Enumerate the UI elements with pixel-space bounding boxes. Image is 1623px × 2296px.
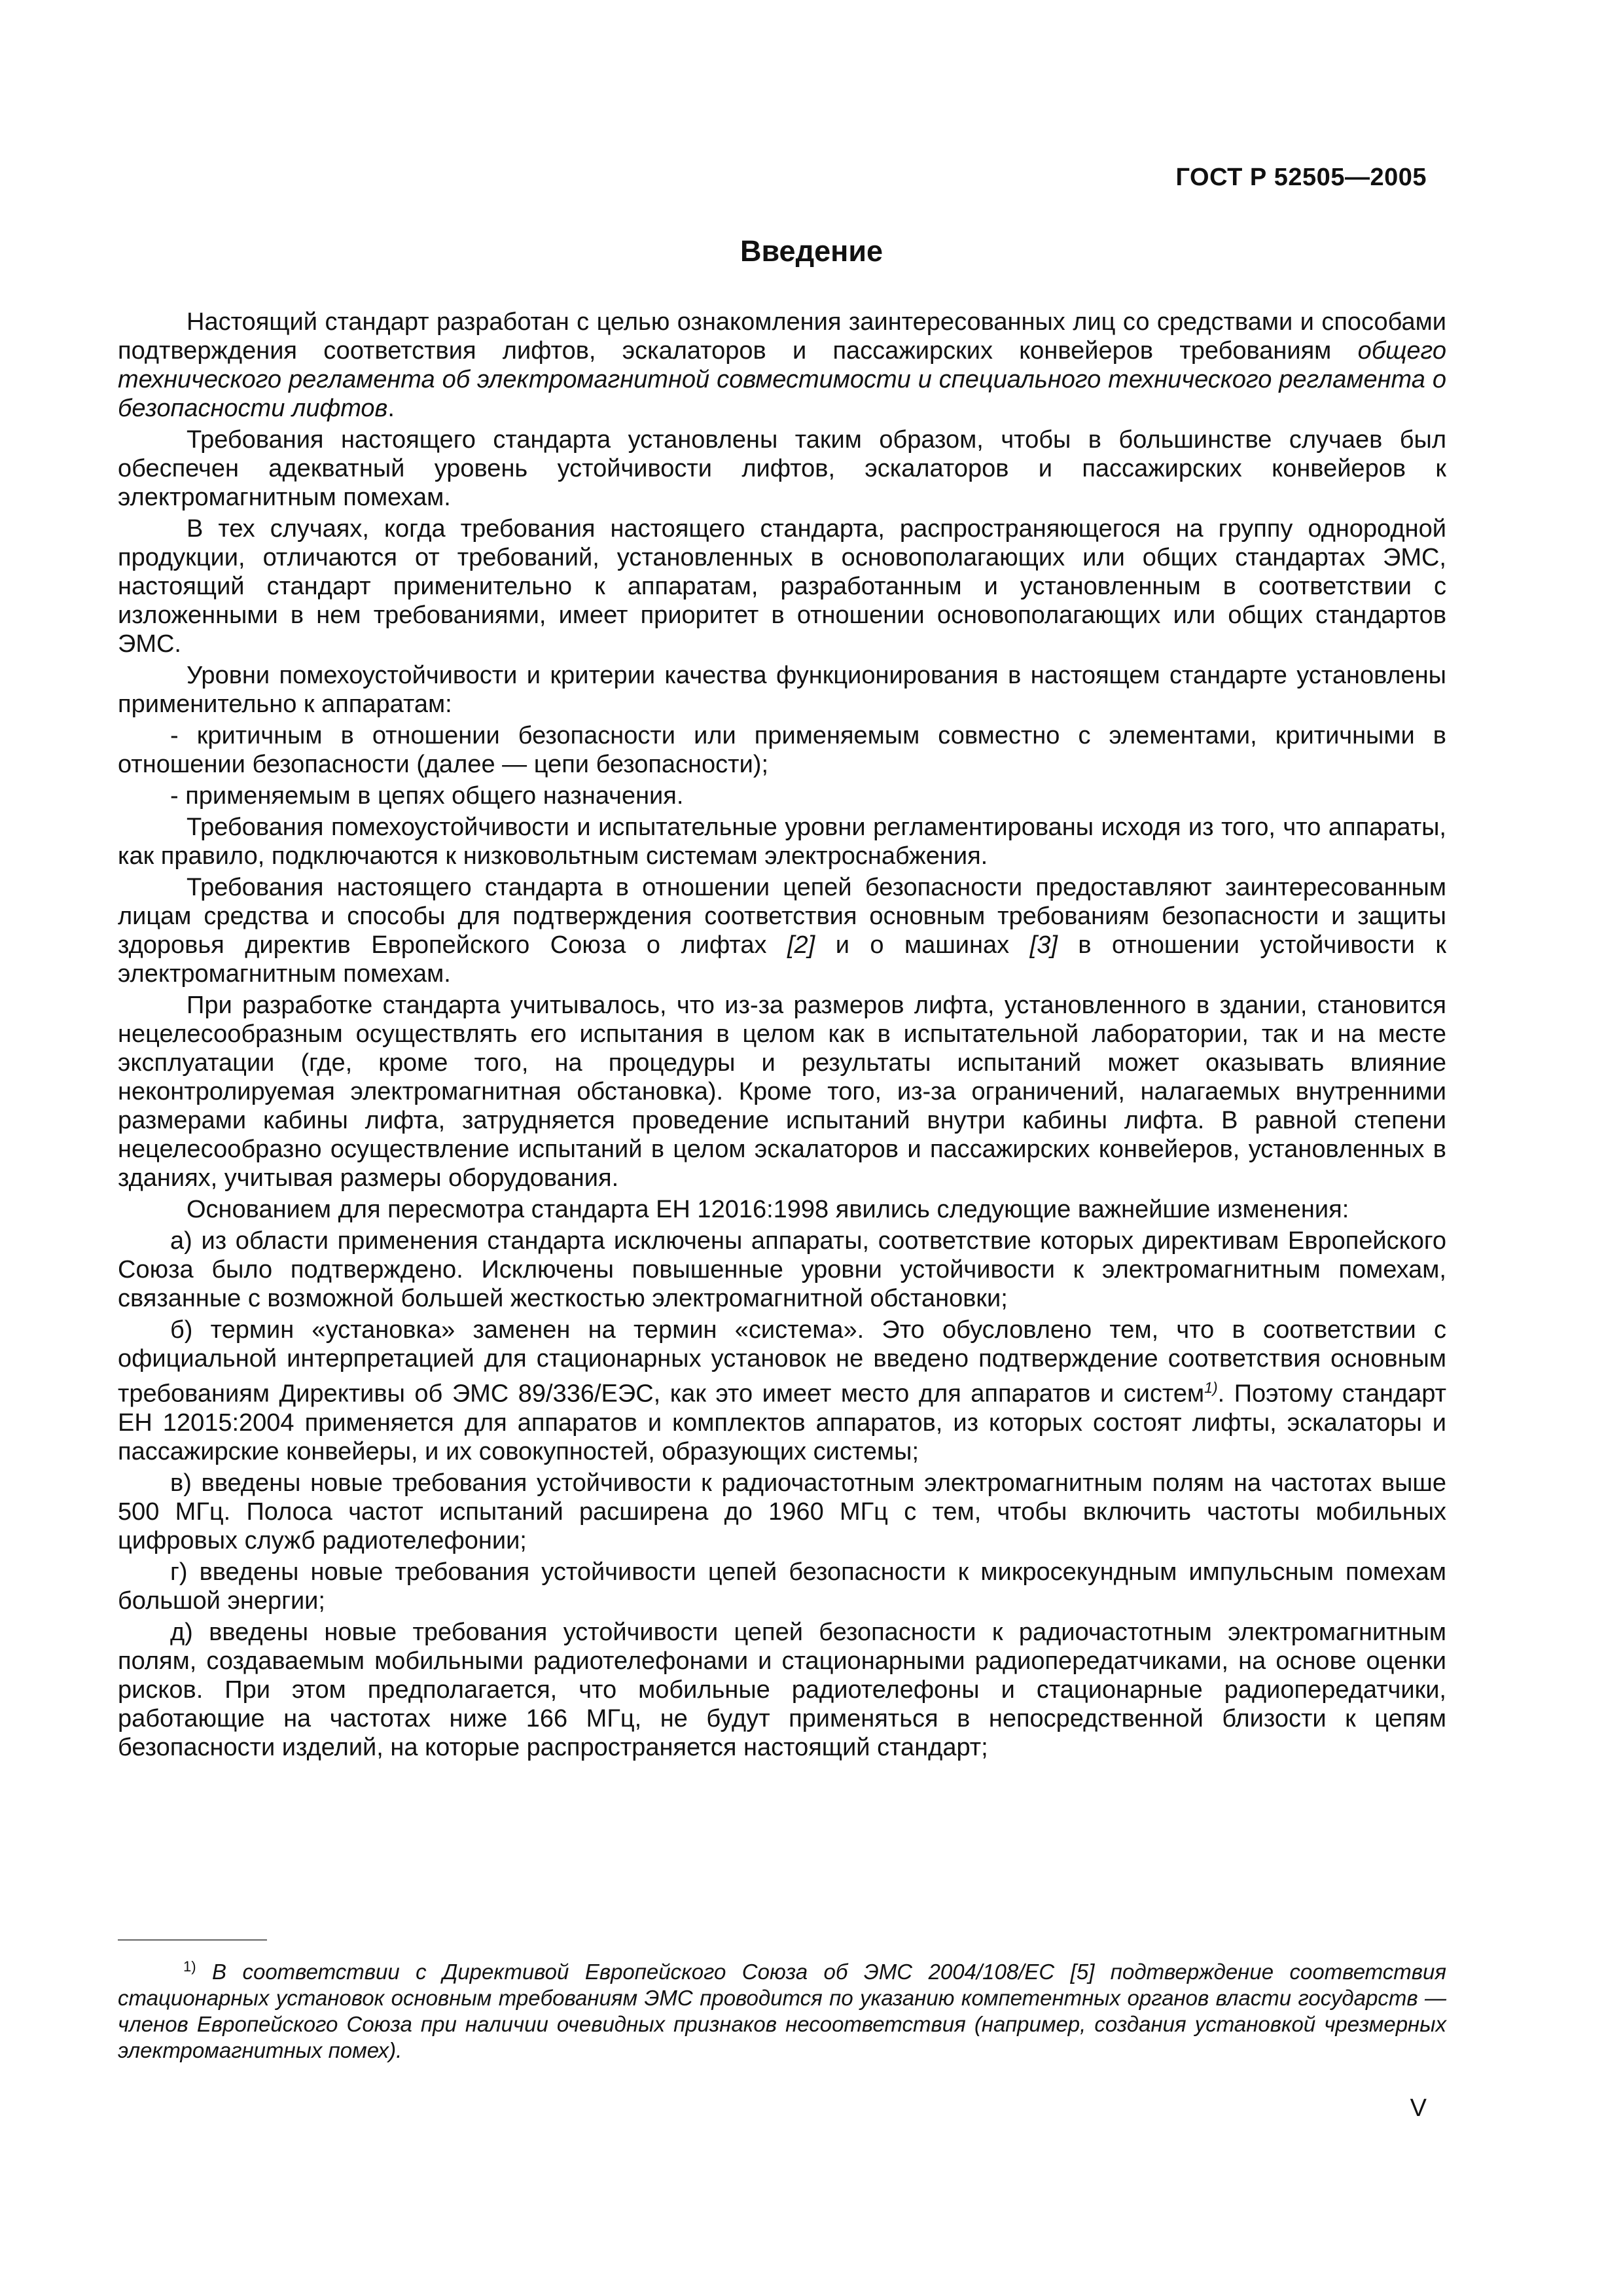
list-item: - критичным в отношении безопасности или применяемым совместно с элементами, критичными в отношении безопасности (далее — цепи безопасности); [118,722,1446,778]
list-item: - применяемым в цепях общего назначения. [170,782,684,810]
footnote-paragraph [118,1954,1446,2064]
footnote [118,1954,1446,2064]
paragraph-text: . Поэтому стандарт ЕН 12015:2004 применяется для аппаратов и комплектов аппаратов, из которых состоят лифты, эскалаторы и пассажирские конвейеры, и их совокупностей, образующих системы; [118,1380,1446,1465]
paragraph [118,308,1446,423]
reference-link: [3] [1029,931,1058,959]
footnote-text: В соответствии с Директивой Европейского Союза об ЭМС 2004/108/ЕС [5] подтверждение соответствия стационарных установок основным требованиям ЭМС проводится по указанию компетентных органов власти государств — членов Европейского Союза при наличии очевидных признаков несоответствия (например, создания установкой чрезмерных электромагнитных помех). [118,1960,1446,2062]
standard-code: ГОСТ Р 52505—2005 [1175,164,1427,191]
page-number: V [1410,2094,1427,2122]
paragraph-text: и о машинах [815,931,1030,959]
footnote-divider [118,1939,267,1941]
paragraph-text: в отношении устойчивости к электромагнитным помехам. [118,931,1446,988]
list-item [118,1316,1446,1466]
paragraph: Уровни помехоустойчивости и критерии качества функционирования в настоящем стандарте установлены применительно к аппаратам: [118,662,1446,718]
paragraph-text: Требования настоящего стандарта в отношении цепей безопасности предоставляют заинтересованным лицам средства и способы для подтверждения соответствия основным требованиям безопасности и защиты здоровья директив Европейского Союза о лифтах [118,874,1446,959]
paragraph: Основанием для пересмотра стандарта ЕН 12016:1998 явились следующие важнейшие изменения: [187,1196,1349,1223]
footnote-number: 1) [183,1958,196,1975]
paragraph: При разработке стандарта учитывалось, что из-за размеров лифта, установленного в здании, становится нецелесообразным осуществлять его испытания в целом как в испытательной лаборатории, так и на месте эксплуатации (где, кроме того, на процедуры и результаты испытаний может оказывать влияние неконтролируемая электромагнитная обстановка). Кроме того, из-за ограничений, налагаемых внутренними размерами кабины лифта, затрудняется проведение испытаний внутри кабины лифта. В равной степени нецелесообразно осуществление испытаний в целом эскалаторов и пассажирских конвейеров, установленных в зданиях, учитывая размеры оборудования. [118,992,1446,1192]
reference-link: [2] [787,931,815,959]
regulation-title: общего технического регламента об электромагнитной совместимости и специального технического регламента о безопасности лифтов [118,337,1446,422]
list-item: а) из области применения стандарта исключены аппараты, соответствие которых директивам Европейского Союза было подтверждено. Исключены повышенные уровни устойчивости к электромагнитным помехам, связанные с возможной большей жесткостью электромагнитной обстановки; [118,1227,1446,1312]
paragraph: Требования помехоустойчивости и испытательные уровни регламентированы исходя из того, что аппараты, как правило, подключаются к низковольтным системам электроснабжения. [118,814,1446,870]
paragraph [118,873,1446,988]
footnote-marker: 1) [1204,1379,1218,1396]
list-item: д) введены новые требования устойчивости цепей безопасности к радиочастотным электромагнитным полям, создаваемым мобильными радиотелефонами и стационарными радиопередатчиками, на основе оценки рисков. При этом предполагается, что мобильные радиотелефоны и стационарные радиопередатчики, работающие на частотах ниже 166 МГц, не будут применяться в непосредственной близости к цепям безопасности изделий, на которые распространяется настоящий стандарт; [118,1618,1446,1761]
body-text [118,308,1446,1765]
paragraph: Требования настоящего стандарта установлены таким образом, чтобы в большинстве случаев был обеспечен адекватный уровень устойчивости лифтов, эскалаторов и пассажирских конвейеров к электромагнитным помехам. [118,426,1446,511]
paragraph-text: . [387,395,395,422]
paragraph-text: б) термин «установка» заменен на термин «система». Это обусловлено тем, что в соответствии с официальной интерпретацией для стационарных установок не введено подтверждение соответствия основным требованиям Директивы об ЭМС 89/336/ЕЭС, как это имеет место для аппаратов и систем [118,1316,1446,1408]
list-item: г) введены новые требования устойчивости цепей безопасности к микросекундным импульсным помехам большой энергии; [118,1558,1446,1615]
paragraph: В тех случаях, когда требования настоящего стандарта, распространяющегося на группу однородной продукции, отличаются от требований, установленных в основополагающих или общих стандартах ЭМС, настоящий стандарт применительно к аппаратам, разработанным и установленным в соответствии с изложенными в нем требованиями, имеет приоритет в отношении основополагающих или общих стандартов ЭМС. [118,515,1446,658]
list-item: в) введены новые требования устойчивости к радиочастотным электромагнитным полям на частотах выше 500 МГц. Полоса частот испытаний расширена до 1960 МГц с тем, чтобы включить частоты мобильных цифровых служб радиотелефонии; [118,1469,1446,1554]
paragraph-text: Настоящий стандарт разработан с целью ознакомления заинтересованных лиц со средствами и способами подтверждения соответствия лифтов, эскалаторов и пассажирских конвейеров требованиям [118,308,1446,365]
page-title: Введение [740,234,883,268]
